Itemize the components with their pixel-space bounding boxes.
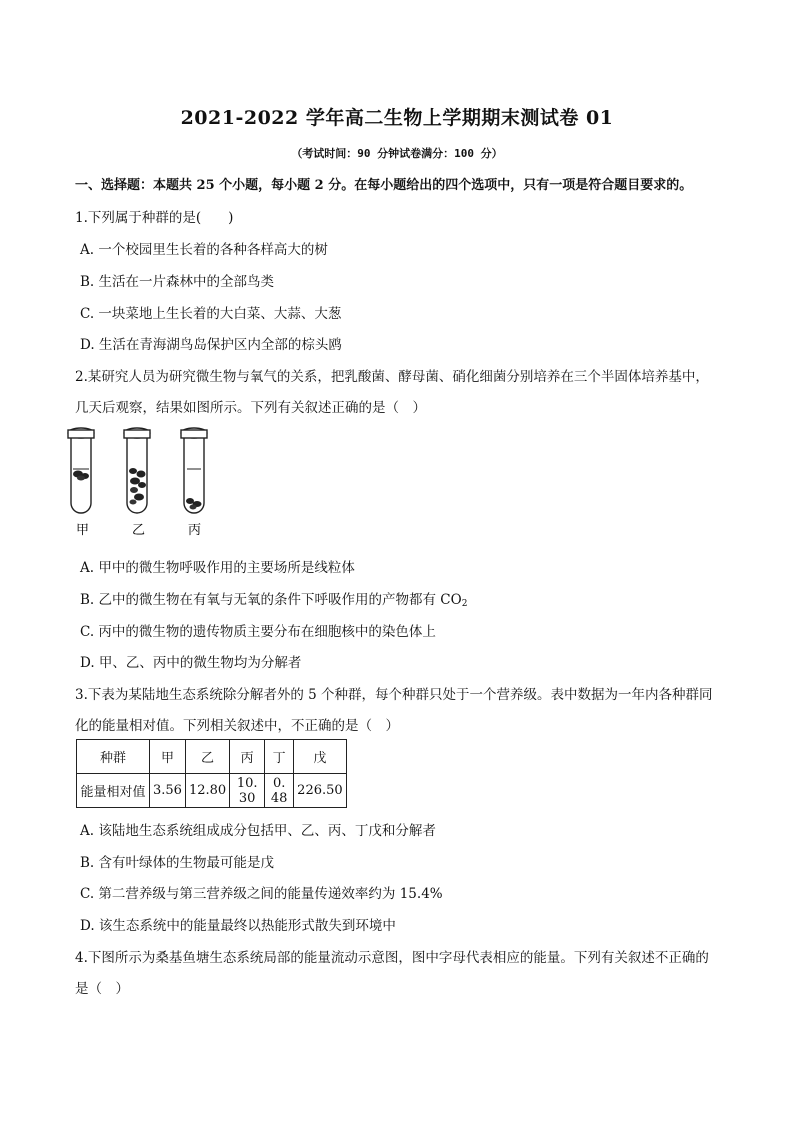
q1-stem: 1.下列属于种群的是( ) [75,210,234,226]
q2-option-c: C. 丙中的微生物的遗传物质主要分布在细胞核中的染色体上 [80,624,436,640]
tube-label-bing: 丙 [188,523,202,538]
table-cell: 甲 [150,740,186,774]
section-heading: 一、选择题：本题共 25 个小题，每小题 2 分。在每小题给出的四个选项中，只有一项是符合题目要求的。 [75,178,693,193]
tube-jia [68,428,94,513]
q2-option-b [80,588,467,609]
q4-stem-line1: 4.下图所示为桑基鱼塘生态系统局部的能量流动示意图，图中字母代表相应的能量。下列有关叙述不正确的 [75,950,709,966]
table-cell: 能量相对值 [77,774,150,808]
table-cell: 丙 [230,740,265,774]
tube-label-jia: 甲 [76,523,90,538]
q2-option-d: D. 甲、乙、丙中的微生物均为分解者 [80,655,302,671]
table-cell: 0. 48 [265,774,294,808]
exam-subtitle: （考试时间：90 分钟试卷满分：100 分） [291,147,503,160]
table-cell: 种群 [77,740,150,774]
tube-bing [181,428,207,513]
table-cell: 10. 30 [230,774,265,808]
q2-option-b-text: B. 乙中的微生物在有氧与无氧的条件下呼吸作用的产物都有 CO [80,592,462,608]
table-row [77,740,347,774]
tube-label-yi: 乙 [132,523,146,538]
tube-yi [124,428,150,513]
table-cell: 3.56 [150,774,186,808]
q3-option-a: A. 该陆地生态系统组成成分包括甲、乙、丙、丁戊和分解者 [80,823,436,839]
q1-option-d: D. 生活在青海湖鸟岛保护区内全部的棕头鸥 [80,337,342,353]
exam-title: 2021-2022 学年高二生物上学期期末测试卷 01 [180,107,614,129]
q2-stem-line1: 2.某研究人员为研究微生物与氧气的关系，把乳酸菌、酵母菌、硝化细菌分别培养在三个半固体培养基中， [75,369,709,385]
table-cell: 丁 [265,740,294,774]
q3-option-b: B. 含有叶绿体的生物最可能是戊 [80,855,275,871]
table-cell: 12.80 [185,774,229,808]
test-tubes-figure [65,425,225,545]
table-cell: 戊 [294,740,347,774]
q3-option-d: D. 该生态系统中的能量最终以热能形式散失到环境中 [80,918,396,934]
q1-option-a: A. 一个校园里生长着的各种各样高大的树 [80,242,328,258]
q3-stem-line1: 3.下表为某陆地生态系统除分解者外的 5 个种群，每个种群只处于一个营养级。表中数据为一年内各种群同 [75,687,713,703]
table-row [77,774,347,808]
q2-option-a: A. 甲中的微生物呼吸作用的主要场所是线粒体 [80,560,355,576]
q4-stem-line2: 是（ ） [75,981,129,997]
q3-stem-line2: 化的能量相对值。下列相关叙述中，不正确的是（ ） [75,718,399,734]
table-cell: 226.50 [294,774,347,808]
q3-option-c: C. 第二营养级与第三营养级之间的能量传递效率约为 15.4% [80,886,443,902]
q1-option-b: B. 生活在一片森林中的全部鸟类 [80,274,275,290]
q1-option-c: C. 一块菜地上生长着的大白菜、大蒜、大葱 [80,306,342,322]
energy-table [76,739,347,808]
q2-stem-line2: 几天后观察，结果如图所示。下列有关叙述正确的是（ ） [75,400,426,416]
table-cell: 乙 [185,740,229,774]
co2-subscript: 2 [461,599,468,609]
